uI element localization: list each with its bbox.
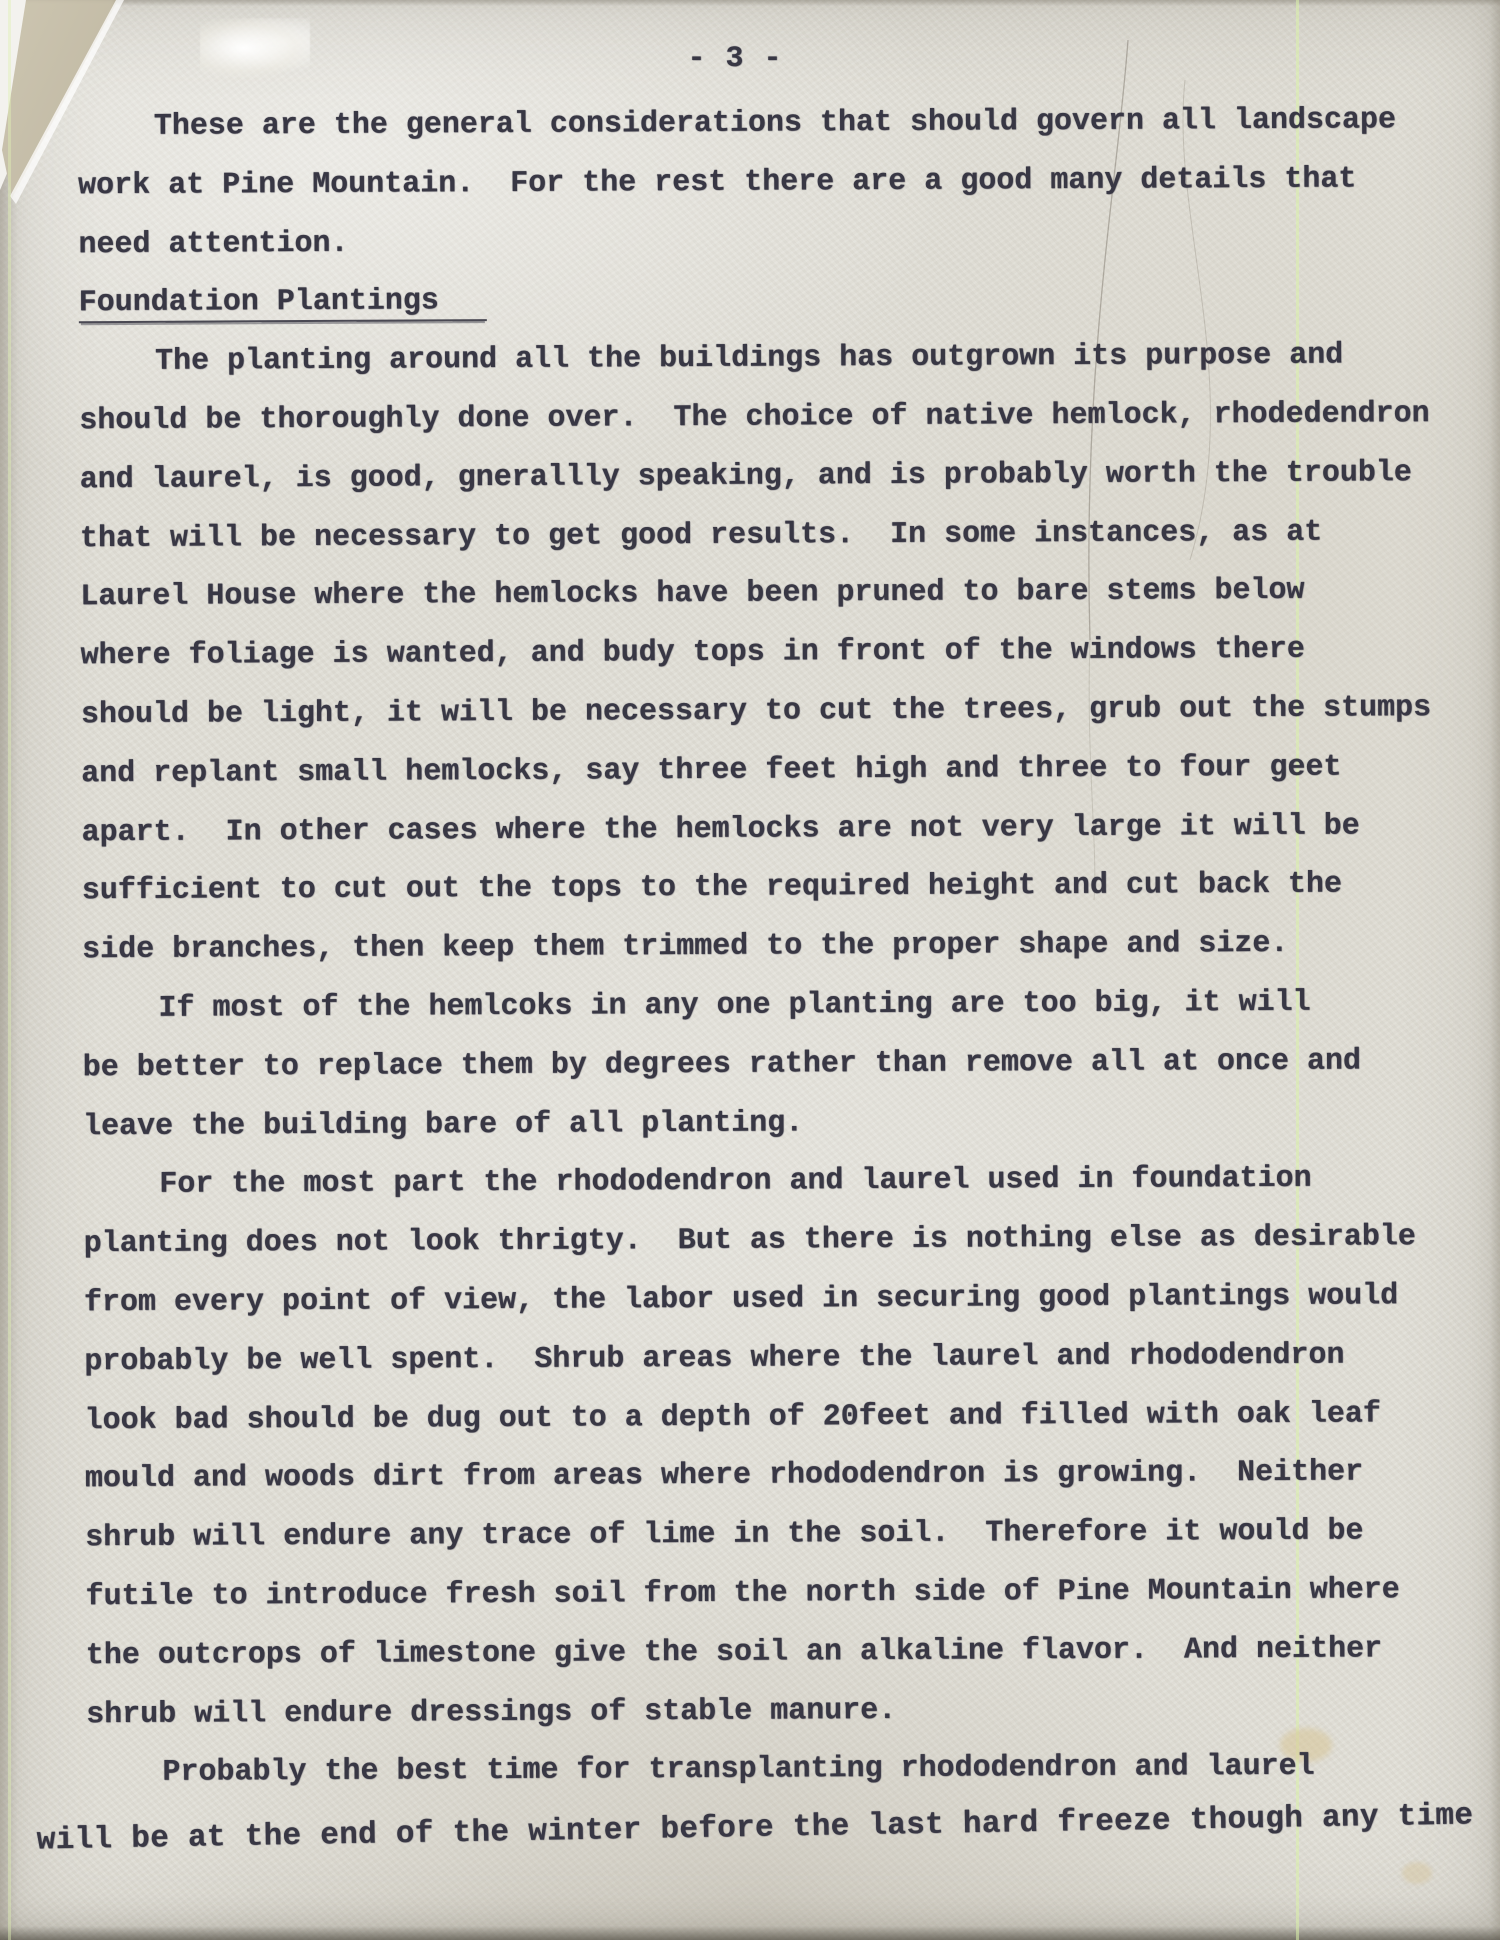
text-line: probably be well spent. Shrub areas where the laurel and rhododendron [84, 1338, 1345, 1379]
text-line: and replant small hemlocks, say three feet high and three to four geet [81, 750, 1342, 791]
text-line: from every point of view, the labor used in securing good plantings would [83, 1279, 1399, 1321]
scan-artifact-line-left [8, 0, 11, 1940]
text-line: look bad should be dug out to a depth of 20feet and filled with oak leaf [84, 1396, 1381, 1438]
text-line: where foliage is wanted, and budy tops in front of the windows there [80, 632, 1305, 674]
text-line: futile to introduce fresh soil from the north side of Pine Mountain where [85, 1573, 1400, 1615]
text-line: sufficient to cut out the tops to the required height and cut back the [81, 867, 1343, 909]
text-line: mould and woods dirt from areas where rhododendron is growing. Neither [84, 1455, 1364, 1497]
text-line: If most of the hemlcoks in any one planting are too big, it will [158, 985, 1311, 1026]
text-line: be better to replace them by degrees rather than remove all at once and [82, 1044, 1362, 1085]
text-line: planting does not look thrigty. But as there is nothing else as desirable [83, 1220, 1416, 1262]
text-line: Laurel House where the hemlocks have been pruned to bare stems below [80, 574, 1305, 615]
text-line: shrub will endure dressings of stable manure. [86, 1693, 897, 1732]
text-line: that will be necessary to get good results. In some instances, as at [79, 515, 1323, 556]
text-line: should be thoroughly done over. The choice of native hemlock, rhodedendron [79, 397, 1430, 439]
text-line: Probably the best time for transplanting rhododendron and laurel [162, 1750, 1315, 1791]
text-line: For the most part the rhododendron and laurel used in foundation [159, 1162, 1312, 1203]
page-edge-top [0, 0, 1500, 6]
text-line: and laurel, is good, gnerallly speaking, and is probably worth the trouble [79, 456, 1412, 497]
text-line: the outcrops of limestone give the soil an alkaline flavor. And neither [85, 1632, 1383, 1673]
page-edge-bottom [0, 1926, 1500, 1940]
page-edge-right [1490, 0, 1500, 1940]
section-heading: Foundation Plantings [79, 284, 487, 323]
document-body [36, 91, 1489, 1871]
section-heading-line [79, 267, 1481, 333]
text-line: work at Pine Mountain. For the rest there are a good many details that [78, 162, 1357, 204]
text-line: will be at the end of the winter before the last hard freeze though any time [36, 1798, 1474, 1859]
text-line: These are the general considerations that should govern all landscape [153, 103, 1397, 144]
page-number: - 3 - [687, 42, 783, 76]
paper-stain [1402, 1862, 1432, 1884]
text-line: apart. In other cases where the hemlocks are not very large it will be [81, 809, 1360, 850]
text-line: should be light, it will be necessary to cut the trees, grub out the stumps [80, 691, 1432, 733]
text-line: side branches, then keep them trimmed to the proper shape and size. [82, 927, 1289, 968]
text-line: The planting around all the buildings has outgrown its purpose and [154, 338, 1344, 379]
text-line: leave the building bare of all planting. [82, 1105, 804, 1144]
text-line: need attention. [78, 226, 349, 262]
text-line: shrub will endure any trace of lime in the soil. Therefore it would be [85, 1514, 1364, 1556]
